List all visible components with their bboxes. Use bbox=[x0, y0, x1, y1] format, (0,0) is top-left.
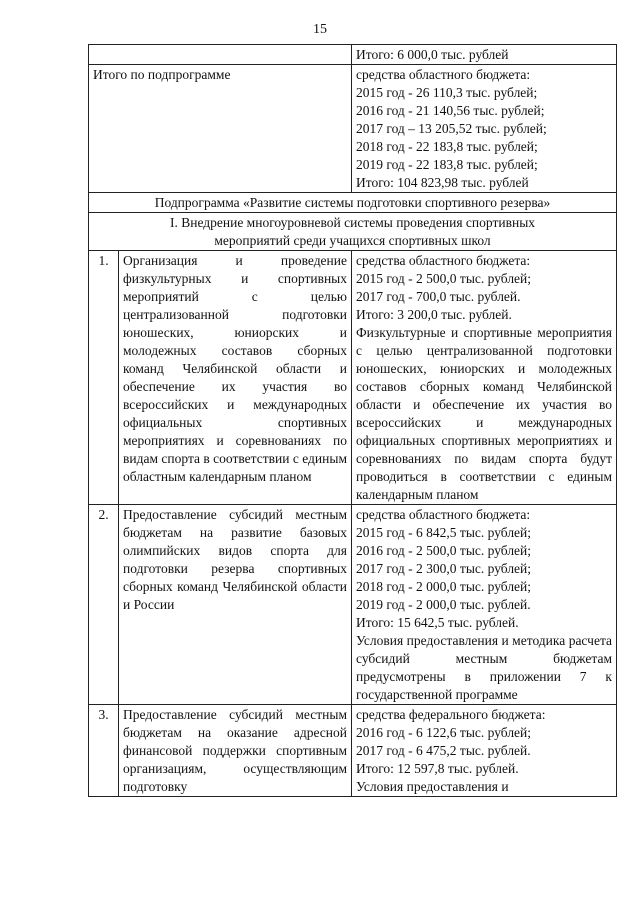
table-row-top-total bbox=[89, 45, 617, 65]
funding-total-line: Итого: 104 823,98 тыс. рублей bbox=[356, 175, 529, 190]
empty-cell bbox=[89, 45, 352, 65]
row-number: 3. bbox=[89, 705, 119, 797]
funding-line: 2018 год - 22 183,8 тыс. рублей; bbox=[356, 139, 538, 154]
measure-note: Условия предоставления и методика расчета субсидий местным бюджетам предусмотрены в приложении 7 к государственной программе bbox=[356, 633, 612, 702]
measure-funding bbox=[352, 505, 617, 705]
funding-total-line: Итого: 12 597,8 тыс. рублей. bbox=[356, 761, 519, 776]
funding-line: 2017 год - 2 300,0 тыс. рублей; bbox=[356, 561, 532, 576]
funding-line: 2016 год - 6 122,6 тыс. рублей; bbox=[356, 725, 532, 740]
measure-name: Предоставление субсидий местным бюджетам на оказание адресной финансовой поддержки спортивным организациям, осуществляющим подготовку bbox=[119, 705, 352, 797]
top-total-cell bbox=[352, 45, 617, 65]
funding-line: 2019 год - 2 000,0 тыс. рублей. bbox=[356, 597, 531, 612]
table-row-item-2 bbox=[89, 505, 617, 705]
funding-line: 2015 год - 6 842,5 тыс. рублей; bbox=[356, 525, 532, 540]
funding-line: средства областного бюджета: bbox=[356, 67, 531, 82]
measure-name: Организация и проведение физкультурных и спортивных мероприятий с целью централизованной подготовки юношеских, юниорских и молодежных составов сборных команд Челябинской области и обеспечение их участия во всероссийских и международных официальных спортивных мероприятиях и соревнованиях по видам спорта в соответствии с единым областным календарным планом bbox=[119, 251, 352, 505]
row-number: 1. bbox=[89, 251, 119, 505]
table-row-section-title bbox=[89, 213, 617, 251]
table-row-subprogram-total bbox=[89, 65, 617, 193]
subprogram-title: Подпрограмма «Развитие системы подготовки спортивного резерва» bbox=[89, 193, 617, 213]
page-number: 15 bbox=[313, 22, 327, 37]
top-total-text: Итого: 6 000,0 тыс. рублей bbox=[356, 47, 509, 62]
row-number: 2. bbox=[89, 505, 119, 705]
funding-line: 2016 год - 2 500,0 тыс. рублей; bbox=[356, 543, 532, 558]
subprogram-total-funding bbox=[352, 65, 617, 193]
funding-table bbox=[88, 44, 617, 797]
table-row-item-1 bbox=[89, 251, 617, 505]
funding-line: 2017 год - 6 475,2 тыс. рублей. bbox=[356, 743, 531, 758]
measure-note: Физкультурные и спортивные мероприятия с целью централизованной подготовки юношеских, юниорских и молодежных составов сборных команд Челябинской области и обеспечение их участия во всероссийских и международных официальных спортивных мероприятиях и соревнованиях по видам спорта будут проводиться в соответствии с единым календарным планом bbox=[356, 325, 612, 502]
measure-funding bbox=[352, 251, 617, 505]
funding-line: 2018 год - 2 000,0 тыс. рублей; bbox=[356, 579, 532, 594]
measure-note: Условия предоставления и bbox=[356, 779, 509, 794]
subprogram-total-label: Итого по подпрограмме bbox=[89, 65, 352, 193]
funding-line: 2019 год - 22 183,8 тыс. рублей; bbox=[356, 157, 538, 172]
funding-line: 2017 год – 13 205,52 тыс. рублей; bbox=[356, 121, 547, 136]
funding-line: средства областного бюджета: bbox=[356, 507, 531, 522]
funding-total-line: Итого: 15 642,5 тыс. рублей. bbox=[356, 615, 519, 630]
funding-line: средства федерального бюджета: bbox=[356, 707, 546, 722]
measure-name: Предоставление субсидий местным бюджетам на развитие базовых олимпийских видов спорта для подготовки резерва спортивных сборных команд Челябинской области и России bbox=[119, 505, 352, 705]
table-row-subprogram-title bbox=[89, 193, 617, 213]
funding-total-line: Итого: 3 200,0 тыс. рублей. bbox=[356, 307, 512, 322]
measure-funding bbox=[352, 705, 617, 797]
funding-line: 2016 год - 21 140,56 тыс. рублей; bbox=[356, 103, 545, 118]
funding-line: 2015 год - 26 110,3 тыс. рублей; bbox=[356, 85, 538, 100]
section-title: I. Внедрение многоуровневой системы проведения спортивных мероприятий среди учащихся спортивных школ bbox=[89, 213, 617, 251]
funding-line: средства областного бюджета: bbox=[356, 253, 531, 268]
funding-line: 2017 год - 700,0 тыс. рублей. bbox=[356, 289, 521, 304]
table-row-item-3 bbox=[89, 705, 617, 797]
funding-line: 2015 год - 2 500,0 тыс. рублей; bbox=[356, 271, 532, 286]
